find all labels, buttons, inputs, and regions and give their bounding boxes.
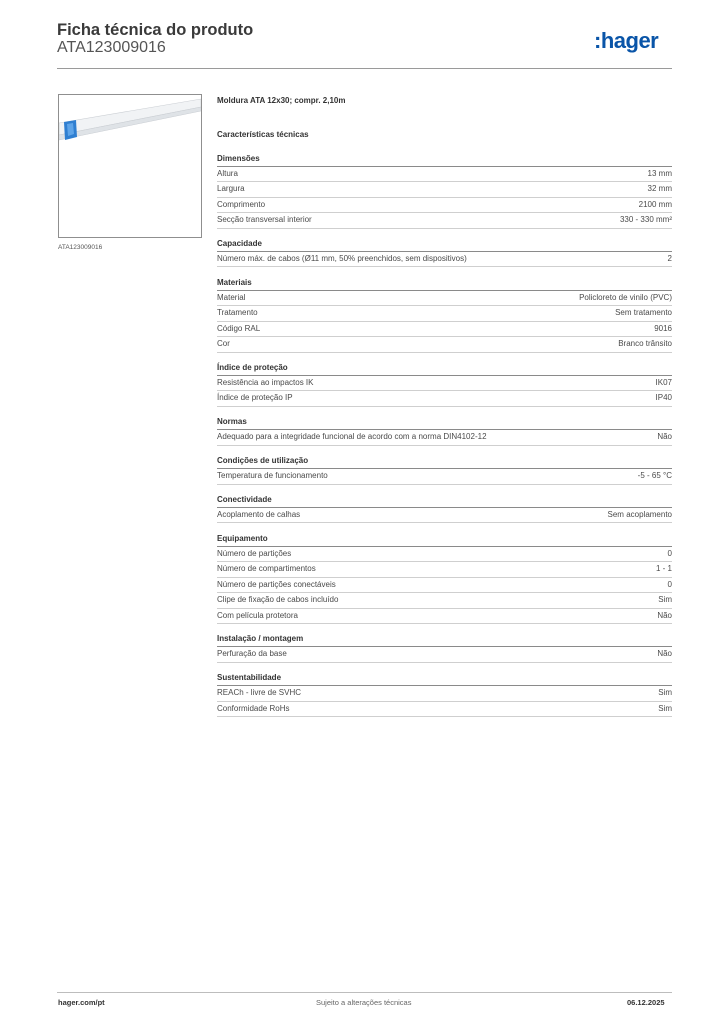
spec-label: Número de compartimentos [217,564,316,574]
spec-label: Largura [217,184,245,194]
spec-value: 32 mm [647,184,672,194]
footer-divider [57,992,672,993]
spec-row [217,306,672,321]
spec-row [217,702,672,717]
section-title: Índice de proteção [217,361,672,376]
spec-row [217,686,672,701]
spec-section [217,361,672,407]
section-title: Equipamento [217,532,672,547]
specs-heading: Características técnicas [217,130,309,139]
spec-row [217,547,672,562]
spec-value: IK07 [655,378,672,388]
spec-value: Não [657,432,672,442]
spec-label: Resistência ao impactos IK [217,378,314,388]
spec-label: Número de partições conectáveis [217,579,336,589]
section-title: Instalação / montagem [217,632,672,647]
spec-row [217,562,672,577]
spec-value: 9016 [654,323,672,333]
section-title: Materiais [217,276,672,291]
footer-date: 06.12.2025 [627,998,665,1007]
spec-label: Secção transversal interior [217,215,312,225]
spec-row [217,430,672,445]
section-title: Normas [217,415,672,430]
spec-label: Número máx. de cabos (Ø11 mm, 50% preenchidos, sem dispositivos) [217,254,467,264]
hager-logo: :hager [594,28,659,53]
spec-value: 0 [667,579,672,589]
spec-row [217,376,672,391]
spec-row [217,252,672,267]
spec-label: REACh - livre de SVHC [217,688,302,698]
spec-value: 1 - 1 [655,564,672,574]
spec-label: Código RAL [217,323,261,333]
spec-section [217,671,672,717]
spec-row [217,593,672,608]
section-title: Condições de utilização [217,454,672,469]
section-title: Capacidade [217,237,672,252]
spec-value: Branco trânsito [618,339,672,349]
spec-label: Com película protetora [217,610,298,620]
spec-label: Comprimento [217,199,266,209]
spec-label: Material [217,292,246,302]
spec-value: Sem tratamento [615,308,672,318]
spec-value: 330 - 330 mm² [619,215,672,225]
spec-label: Tratamento [217,308,258,318]
spec-row [217,213,672,228]
spec-row [217,578,672,593]
spec-label: Cor [217,339,230,349]
spec-row [217,469,672,484]
spec-value: Não [657,610,672,620]
document-title: Ficha técnica do produto [57,21,254,39]
spec-row [217,291,672,306]
spec-section [217,276,672,353]
footer-website: hager.com/pt [58,998,105,1007]
spec-value: Sim [658,688,672,698]
section-title: Sustentabilidade [217,671,672,686]
spec-row [217,322,672,337]
spec-label: Clipe de fixação de cabos incluído [217,595,339,605]
spec-value: 2100 mm [638,199,672,209]
spec-value: Sim [658,703,672,713]
spec-value: Policloreto de vinilo (PVC) [579,292,672,302]
spec-label: Número de partições [217,548,292,558]
spec-row [217,167,672,182]
spec-section [217,237,672,267]
spec-value: IP40 [655,393,672,403]
spec-row [217,198,672,213]
spec-label: Altura [217,169,238,178]
spec-value: 2 [667,254,672,264]
spec-label: Conformidade RoHs [217,703,290,713]
spec-section [217,152,672,229]
spec-value: Sim [658,595,672,605]
spec-section [217,454,672,484]
spec-section [217,415,672,445]
section-title: Dimensões [217,152,672,167]
spec-label: Perfuração da base [217,649,287,659]
spec-row [217,609,672,624]
product-description: Moldura ATA 12x30; compr. 2,10m [217,96,346,105]
spec-value: Sem acoplamento [607,510,672,520]
spec-value: 13 mm [647,169,672,178]
image-caption: ATA123009016 [58,244,103,251]
trunking-illustration-icon [59,95,201,237]
spec-value: -5 - 65 °C [637,471,672,481]
spec-label: Índice de proteção IP [217,393,293,403]
spec-section [217,532,672,624]
footer-notice: Sujeito a alterações técnicas [316,998,412,1007]
spec-value: 0 [667,548,672,558]
spec-label: Temperatura de funcionamento [217,471,328,481]
spec-row [217,508,672,523]
spec-row [217,391,672,406]
product-image [58,94,202,238]
spec-value: Não [657,649,672,659]
spec-label: Adequado para a integridade funcional de acordo com a norma DIN4102-12 [217,432,487,442]
spec-row [217,182,672,197]
spec-label: Acoplamento de calhas [217,510,301,520]
spec-row [217,337,672,352]
spec-section [217,493,672,523]
spec-section [217,632,672,662]
section-title: Conectividade [217,493,672,508]
header-divider [57,68,672,69]
specs-table [217,152,672,726]
product-code: ATA123009016 [57,39,166,56]
spec-row [217,647,672,662]
